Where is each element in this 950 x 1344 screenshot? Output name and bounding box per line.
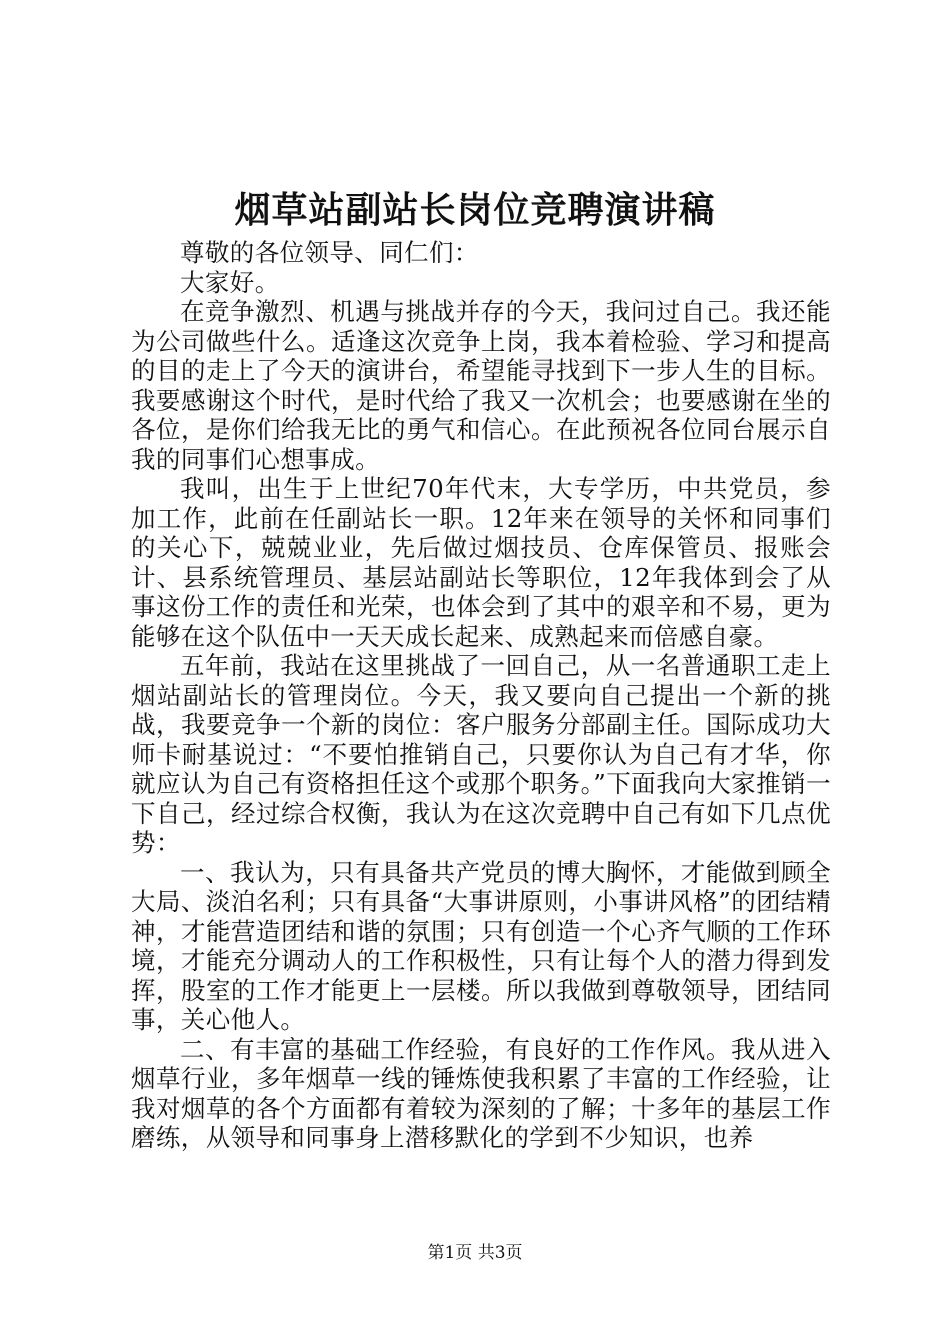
document-body	[131, 238, 831, 1153]
body-paragraph: 二、有丰富的基础工作经验，有良好的工作作风。我从进入烟草行业，多年烟草一线的锤炼使我积累了丰富的工作经验，让我对烟草的各个方面都有着较为深刻的了解；十多年的基层工作磨练，从领导和同事身上潜移默化的学到不少知识，也养	[131, 1034, 831, 1152]
document-title: 烟草站副站长岗位竞聘演讲稿	[234, 189, 716, 231]
salutation-paragraph: 尊敬的各位领导、同仁们：	[180, 238, 479, 267]
greeting-paragraph: 大家好。	[180, 267, 280, 297]
body-paragraph: 五年前，我站在这里挑战了一回自己，从一名普通职工走上烟站副站长的管理岗位。今天，我又要向自己提出一个新的挑战，我要竞争一个新的岗位：客户服务分部副主任。国际成功大师卡耐基说过：“不要怕推销自己，只要你认为自己有才华，你就应认为自己有资格担任这个或那个职务。”下面我向大家推销一下自己，经过综合权衡，我认为在这次竞聘中自己有如下几点优势：	[131, 651, 831, 857]
body-paragraph: 我叫，出生于上世纪70年代末，大专学历，中共党员，参加工作，此前在任副站长一职。12年来在领导的关怀和同事们的关心下，兢兢业业，先后做过烟技员、仓库保管员、报账会计、县系统管理员、基层站副站长等职位，12年我体到会了从事这份工作的责任和光荣，也体会到了其中的艰辛和不易，更为能够在这个队伍中一天天成长起来、成熟起来而倍感自豪。	[131, 474, 831, 651]
page-number-footer: 第1页 共3页	[427, 1243, 523, 1263]
body-paragraph: 一、我认为，只有具备共产党员的博大胸怀，才能做到顾全大局、淡泊名利；只有具备“大事讲原则，小事讲风格”的团结精神，才能营造团结和谐的氛围；只有创造一个心齐气顺的工作环境，才能充分调动人的工作积极性，只有让每个人的潜力得到发挥，股室的工作才能更上一层楼。所以我做到尊敬领导，团结同事，关心他人。	[131, 857, 831, 1034]
body-paragraph: 在竞争激烈、机遇与挑战并存的今天，我问过自己。我还能为公司做些什么。适逢这次竞争上岗，我本着检验、学习和提高的目的走上了今天的演讲台，希望能寻找到下一步人生的目标。我要感谢这个时代，是时代给了我又一次机会；也要感谢在坐的各位，是你们给我无比的勇气和信心。在此预祝各位同台展示自我的同事们心想事成。	[131, 297, 831, 474]
